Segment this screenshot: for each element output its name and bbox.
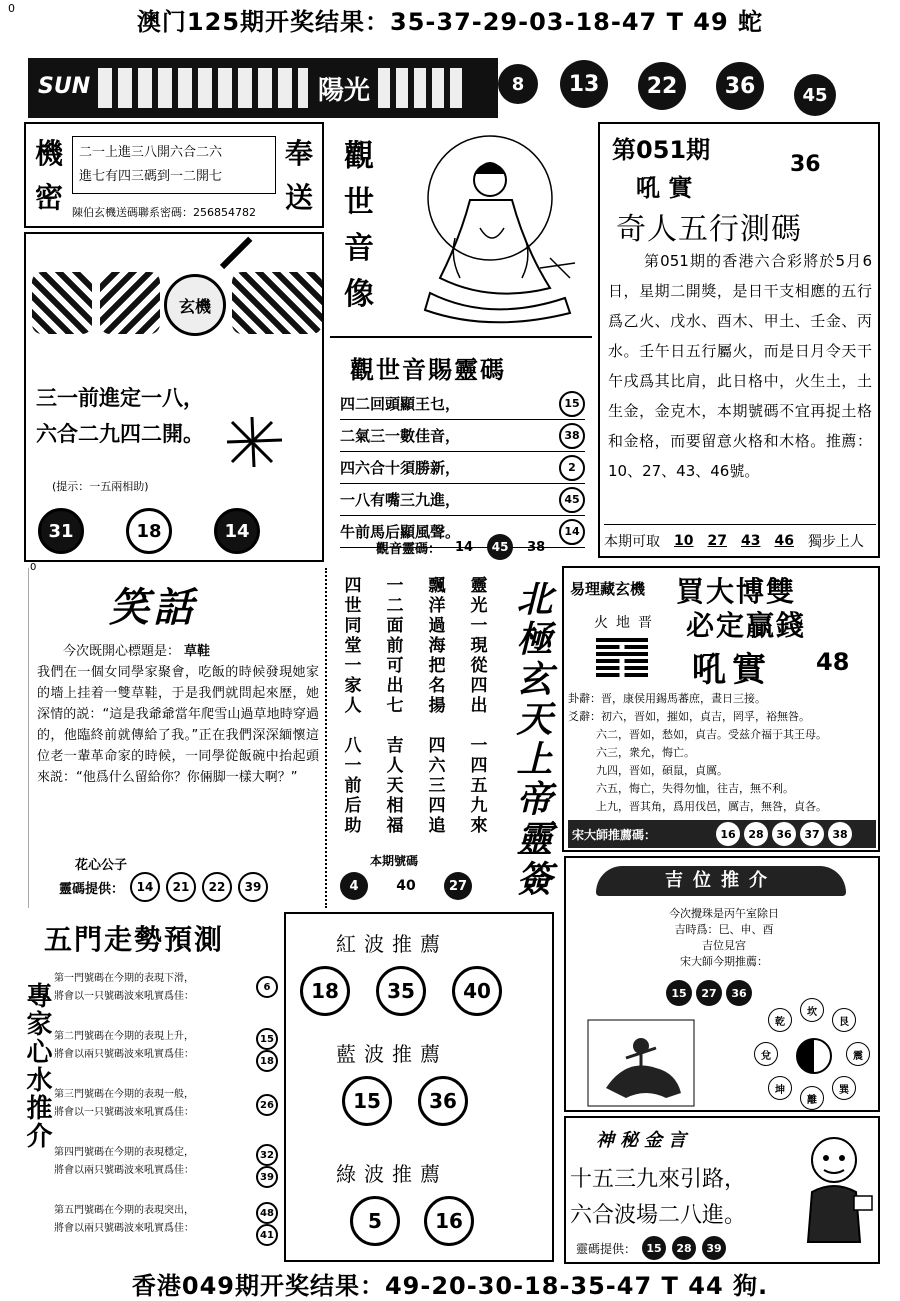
poem-char: 現 xyxy=(470,636,488,656)
poem-char: 四 xyxy=(428,796,446,816)
bagua-label: 坤 xyxy=(768,1076,792,1100)
number-ball: 28 xyxy=(672,1236,696,1260)
poem-char: 相 xyxy=(386,796,404,816)
bagua-label: 艮 xyxy=(832,1008,856,1032)
lingma-row xyxy=(340,420,585,452)
number-ball: 32 xyxy=(256,1144,278,1166)
warrior-horse-icon xyxy=(586,1018,696,1108)
fortune-line: 今次攪珠是丙午室除日 xyxy=(669,907,779,920)
saying-lines xyxy=(570,1162,746,1234)
hk-roar-label: 吼 實 xyxy=(636,174,693,202)
hexagram-icon xyxy=(596,638,648,677)
poem-footer-nums xyxy=(340,872,472,900)
number-ball: 16 xyxy=(716,822,740,846)
secret-char: 密 xyxy=(34,181,63,214)
number-ball: 18 xyxy=(300,966,350,1016)
number-ball: 41 xyxy=(256,1224,278,1246)
hk-issue: 第051期 xyxy=(612,136,711,164)
poem-char: 來 xyxy=(470,816,488,836)
gate-line: 第二門號碼在今期的表現上升， xyxy=(54,1031,194,1042)
corner-mark: 0 xyxy=(8,2,15,15)
number-ball: 15 xyxy=(642,1236,666,1260)
scribble-icon xyxy=(222,412,292,472)
yili-lines xyxy=(568,690,878,816)
header-ball: 36 xyxy=(716,62,764,110)
number-ball: 15 xyxy=(666,980,692,1006)
bagua-label: 乾 xyxy=(768,1008,792,1032)
header-ball: 8 xyxy=(498,64,538,104)
five-gates-side-title: 專家心水推介 xyxy=(26,982,56,1262)
poem-char: 福 xyxy=(386,816,404,836)
poem-char: 天 xyxy=(386,776,404,796)
poem-char: 堂 xyxy=(344,636,362,656)
fortune-lines xyxy=(566,906,882,970)
number-ball: 31 xyxy=(38,508,84,554)
yili-line: 爻辭：初六，晋如，摧如，貞吉，罔孚，裕無咎。 xyxy=(568,710,810,723)
gate-line: 將會以兩只號碼波來吼實爲佳： xyxy=(54,1223,194,1234)
mystery-box xyxy=(24,232,324,562)
number-ball: 14 xyxy=(214,508,260,554)
yinyang-icon xyxy=(796,1038,832,1074)
poem-char: 一 xyxy=(344,656,362,676)
number-ball: 40 xyxy=(452,966,502,1016)
green-wave-balls xyxy=(350,1196,474,1246)
hk-body: 第051期的香港六合彩將於5月6日，星期二開獎，是日干支相應的五行爲乙火、戊水、酉木、甲土、壬金、丙水。壬午日五行屬火，而是日月令天干午戌爲其比肩，此日格中，火生土，土生金，金克木，本期號碼不宜再捉土格和金格，而要留意火格和木格。推薦：10、27、43、46號。 xyxy=(608,252,872,480)
poem-char: 世 xyxy=(344,596,362,616)
poem-char: 吉 xyxy=(386,736,404,756)
yili-line: 六二，晋如，愁如，貞吉。受兹介福于其王母。 xyxy=(596,728,827,741)
joke-provider-label: 靈碼提供： xyxy=(59,881,125,897)
number-ball: 15 xyxy=(256,1028,278,1050)
bagua-wheel xyxy=(754,996,874,1116)
saying-line: 六合波場二八進。 xyxy=(570,1203,747,1228)
poem-column xyxy=(382,576,408,836)
number-ball: 27 xyxy=(444,872,472,900)
guanyin-title xyxy=(336,134,382,318)
hk-footer-num: 43 xyxy=(740,533,761,549)
saying-provider-label: 靈碼提供： xyxy=(576,1241,637,1256)
poem-box xyxy=(330,570,510,906)
number-ball: 36 xyxy=(418,1076,468,1126)
header-title: 陽光 xyxy=(318,76,371,106)
poem-char: 飄 xyxy=(428,576,446,596)
poem-char: 海 xyxy=(428,636,446,656)
red-wave-balls xyxy=(300,966,502,1016)
yili-gua: 火地晋 xyxy=(594,615,660,631)
number-ball: 37 xyxy=(800,822,824,846)
poem-char: 人 xyxy=(386,756,404,776)
number-ball: 38 xyxy=(828,822,852,846)
gate-line: 將會以一只號碼波來吼實爲佳： xyxy=(54,991,194,1002)
fortune-box xyxy=(564,856,880,1112)
number-ball: 16 xyxy=(424,1196,474,1246)
mystery-line: 六合二九四二開。 xyxy=(36,422,204,446)
corner-mark-2: 0 xyxy=(30,562,37,573)
poem-char: 把 xyxy=(428,656,446,676)
lingma-row-text: 一八有嘴三九進， xyxy=(340,491,461,509)
secret-char: 機 xyxy=(34,137,63,170)
number-ball: 45 xyxy=(559,487,585,513)
number-ball: 28 xyxy=(744,822,768,846)
lingma-footer-label: 觀音靈碼： xyxy=(376,541,442,557)
poem-char: 一 xyxy=(470,616,488,636)
number-ball: 22 xyxy=(202,872,232,902)
five-gates-items xyxy=(54,970,280,1260)
header-ball: 45 xyxy=(794,74,836,116)
secret-right-chars xyxy=(282,132,316,220)
waves-box xyxy=(284,912,554,1262)
poem-char: 面 xyxy=(386,616,404,636)
number-ball: 26 xyxy=(256,1094,278,1116)
poem-char: 七 xyxy=(386,696,404,716)
mystery-hint: (提示：一五兩相助) xyxy=(52,480,149,493)
guanyin-char: 像 xyxy=(344,277,374,312)
secret-contact: 陳伯玄機送碼聯系密碼：256854782 xyxy=(72,206,256,219)
yili-left-title: 易理藏玄機 xyxy=(570,580,646,598)
gate-item xyxy=(54,970,280,1028)
joke-provider xyxy=(59,872,268,902)
guanyin-char: 音 xyxy=(344,231,374,266)
lingma-footer-num: 14 xyxy=(455,539,474,555)
poem-char: 一 xyxy=(344,756,362,776)
poem-char: 前 xyxy=(386,636,404,656)
poem-gap xyxy=(466,716,492,736)
poem-char: 六 xyxy=(428,756,446,776)
poem-char: 人 xyxy=(344,696,362,716)
gate-line: 將會以兩只號碼波來吼實爲佳： xyxy=(54,1049,194,1060)
mystery-line: 三一前進定一八， xyxy=(36,386,204,410)
joke-body: 我們在一個女同學家聚會，吃飯的時候發現她家的墻上挂着一雙草鞋，于是我們就問起來歷，她深情的説：“這是我爺爺當年爬雪山過草地時穿過的，他臨終前就傳給了我。”正在我們深深緬懷這位老一輩革命家的時候，一同學從飯碗中抬起頭來説：“他爲什么留給你？你倆脚一樣大啊？” xyxy=(37,665,319,785)
yili-line: 卦辭：晋，康侯用錫馬蕃庶，晝日三接。 xyxy=(568,692,766,705)
poem-char: 光 xyxy=(470,596,488,616)
hk-title: 奇人五行測碼 xyxy=(616,212,802,247)
yili-line: 九四，晋如，碩鼠，貞厲。 xyxy=(596,764,728,777)
poem-char: 二 xyxy=(386,596,404,616)
header-ball: 13 xyxy=(560,60,608,108)
poem-column xyxy=(340,576,366,836)
number-ball: 35 xyxy=(376,966,426,1016)
secret-box xyxy=(24,122,324,228)
hk-roar-num: 36 xyxy=(790,152,821,177)
fortune-banner: 吉位推介 xyxy=(596,866,846,896)
lingma-footer xyxy=(376,534,545,560)
poem-char: 過 xyxy=(428,616,446,636)
number-ball: 5 xyxy=(350,1196,400,1246)
number-ball: 18 xyxy=(256,1050,278,1072)
red-wave-label: 紅波推薦 xyxy=(336,932,448,956)
bagua-label: 離 xyxy=(800,1086,824,1110)
yili-line: 六五，悔亡，失得勿恤，往吉，無不利。 xyxy=(596,782,794,795)
number-ball: 15 xyxy=(342,1076,392,1126)
poem-gap xyxy=(382,716,408,736)
lingma-row-text: 四六合十須勝新， xyxy=(340,459,461,477)
header-balls-area xyxy=(498,58,878,118)
header-ball: 22 xyxy=(638,62,686,110)
yili-footer xyxy=(568,820,876,848)
gate-item xyxy=(54,1144,280,1202)
joke-signer: 花心公子 xyxy=(75,858,128,873)
joke-box xyxy=(28,568,327,908)
poem-char: 揚 xyxy=(428,696,446,716)
joke-subtitle-value: 草鞋 xyxy=(184,644,211,659)
secret-left-chars xyxy=(32,132,66,220)
bagua-label: 震 xyxy=(846,1042,870,1066)
joke-subtitle-label: 今次既開心標題是： xyxy=(63,644,181,659)
guanyin-char: 觀 xyxy=(344,139,374,174)
number-ball: 6 xyxy=(256,976,278,998)
gate-line: 將會以一只號碼波來吼實爲佳： xyxy=(54,1107,194,1118)
number-ball: 14 xyxy=(559,519,585,545)
header-graphic xyxy=(98,68,308,108)
hk-prediction-box xyxy=(598,122,880,558)
yili-line: 上九，晋其角，爲用伐邑，厲吉，無咎，貞各。 xyxy=(596,800,827,813)
poem-char: 可 xyxy=(386,656,404,676)
poem-char: 出 xyxy=(470,696,488,716)
number-ball: 39 xyxy=(702,1236,726,1260)
poem-char: 五 xyxy=(470,776,488,796)
gate-line: 第一門號碼在今期的表現下滑， xyxy=(54,973,194,984)
poem-char: 八 xyxy=(344,736,362,756)
secret-lines xyxy=(72,136,276,194)
poem-char: 四 xyxy=(470,676,488,696)
poem-char: 從 xyxy=(470,656,488,676)
poem-char: 九 xyxy=(470,796,488,816)
poem-char: 前 xyxy=(344,776,362,796)
guanyin-panel xyxy=(330,124,592,332)
top-result-banner: 澳门125期开奖结果：35-37-29-03-18-47 T 49 蛇 xyxy=(136,8,764,36)
hk-footer-right: 獨步上人 xyxy=(807,534,864,550)
fortune-line: 吉時爲：巳、申、酉 xyxy=(674,923,774,936)
five-gates-box xyxy=(24,912,280,1264)
lingma-footer-num: 38 xyxy=(527,539,546,555)
number-ball: 21 xyxy=(166,872,196,902)
poem-char: 家 xyxy=(344,676,362,696)
number-ball: 40 xyxy=(396,878,416,894)
guanyin-figure-icon xyxy=(400,128,590,328)
poem-footer-label: 本期號碼 xyxy=(370,854,419,868)
number-ball: 14 xyxy=(130,872,160,902)
old-man-cartoon-icon xyxy=(794,1132,878,1248)
gate-item xyxy=(54,1086,280,1144)
poem-char: 洋 xyxy=(428,596,446,616)
poem-char: 靈 xyxy=(470,576,488,596)
yili-line: 六三，衆允，悔亡。 xyxy=(596,746,695,759)
poem-char: 出 xyxy=(386,676,404,696)
poem-gap xyxy=(424,716,450,736)
number-ball: 2 xyxy=(559,455,585,481)
saying-line: 十五三九來引路， xyxy=(570,1167,747,1192)
gate-line: 第四門號碼在今期的表現穩定， xyxy=(54,1147,194,1158)
lingma-row xyxy=(340,388,585,420)
number-ball: 39 xyxy=(256,1166,278,1188)
mystery-art xyxy=(232,272,322,334)
yili-box xyxy=(562,566,880,852)
hk-footer-num: 27 xyxy=(707,533,727,549)
header-logo: SUN xyxy=(38,74,91,99)
gate-item xyxy=(54,1028,280,1086)
poem-char: 追 xyxy=(428,816,446,836)
mystery-art xyxy=(32,272,92,334)
number-ball: 45 xyxy=(487,534,513,560)
header-graphic-2 xyxy=(378,68,468,108)
secret-char: 奉 xyxy=(284,137,313,170)
poem-char: 一 xyxy=(470,736,488,756)
number-ball: 39 xyxy=(238,872,268,902)
five-gates-title: 五門走勢預測 xyxy=(44,923,225,956)
guanyin-char: 世 xyxy=(344,185,374,220)
number-ball: 36 xyxy=(726,980,752,1006)
poem-gap xyxy=(340,716,366,736)
mystery-badge: 玄機 xyxy=(164,274,226,336)
number-ball: 15 xyxy=(559,391,585,417)
vertical-deity-title: 北極玄天上帝靈簽 xyxy=(511,580,553,900)
lingma-title: 觀世音賜靈碼 xyxy=(350,355,506,384)
yili-roar-num: 48 xyxy=(816,648,850,676)
number-ball: 36 xyxy=(772,822,796,846)
lingma-row xyxy=(340,452,585,484)
hk-footer-num: 46 xyxy=(774,533,794,549)
lingma-box xyxy=(330,336,592,560)
poem-char: 名 xyxy=(428,676,446,696)
poem-char: 四 xyxy=(470,756,488,776)
poem-char: 四 xyxy=(344,576,362,596)
bagua-label: 坎 xyxy=(800,998,824,1022)
poem-char: 一 xyxy=(386,576,404,596)
yili-big-title-2: 必定贏錢 xyxy=(686,609,807,642)
bottom-result-banner: 香港049期开奖结果：49-20-30-18-35-47 T 44 狗. xyxy=(131,1272,769,1300)
hk-footer-num: 10 xyxy=(674,533,694,549)
secret-line: 進七有四三碼到一二開七 xyxy=(79,169,223,184)
lingma-row-text: 四二回頭顯王乜， xyxy=(340,395,461,413)
mystery-graphic xyxy=(32,264,322,344)
yili-roar-label: 吼實 xyxy=(692,650,772,690)
poem-column xyxy=(466,576,492,836)
lingma-rows xyxy=(340,388,585,548)
magnifier-handle-icon xyxy=(220,237,253,270)
poem-char: 后 xyxy=(344,796,362,816)
mystery-lines xyxy=(36,380,204,452)
poem-char: 助 xyxy=(344,816,362,836)
number-ball: 27 xyxy=(696,980,722,1006)
saying-banner: 神秘金言 xyxy=(596,1130,692,1151)
number-ball: 4 xyxy=(340,872,368,900)
bagua-label: 兌 xyxy=(754,1042,778,1066)
lingma-row-text: 牛前馬后顯風聲。 xyxy=(340,523,461,541)
joke-subtitle xyxy=(63,640,210,659)
poem-char: 四 xyxy=(428,736,446,756)
yili-footer-label: 宋大師推薦碼： xyxy=(572,827,657,842)
saying-provider xyxy=(576,1236,726,1260)
lingma-row-text: 二氣三一數佳音， xyxy=(340,427,461,445)
blue-wave-label: 藍波推薦 xyxy=(336,1042,448,1066)
gate-line: 第五門號碼在今期的表現突出， xyxy=(54,1205,194,1216)
mystery-balls xyxy=(38,508,260,554)
gate-line: 第三門號碼在今期的表現一般， xyxy=(54,1089,194,1100)
bagua-label: 巽 xyxy=(832,1076,856,1100)
number-ball: 18 xyxy=(126,508,172,554)
fortune-line: 宋大師今期推薦： xyxy=(680,955,768,968)
saying-box xyxy=(564,1116,880,1264)
joke-title: 笑話 xyxy=(109,584,197,631)
gate-line: 將會以兩只號碼波來吼實爲佳： xyxy=(54,1165,194,1176)
fortune-balls xyxy=(666,980,752,1006)
poem-char: 三 xyxy=(428,776,446,796)
gate-item xyxy=(54,1202,280,1260)
hk-footer xyxy=(604,524,876,551)
fortune-line: 吉位見宫 xyxy=(702,939,746,952)
yili-big-title-1: 買大博雙 xyxy=(676,575,797,608)
number-ball: 38 xyxy=(559,423,585,449)
poem-column xyxy=(424,576,450,836)
number-ball: 48 xyxy=(256,1202,278,1224)
hk-footer-label: 本期可取 xyxy=(604,534,660,550)
secret-line: 二一上進三八開六合二六 xyxy=(79,145,223,160)
lingma-row xyxy=(340,484,585,516)
mystery-art xyxy=(100,272,160,334)
poem-char: 同 xyxy=(344,616,362,636)
header-strip xyxy=(28,58,878,118)
blue-wave-balls xyxy=(342,1076,468,1126)
green-wave-label: 綠波推薦 xyxy=(336,1162,448,1186)
secret-char: 送 xyxy=(284,181,313,214)
